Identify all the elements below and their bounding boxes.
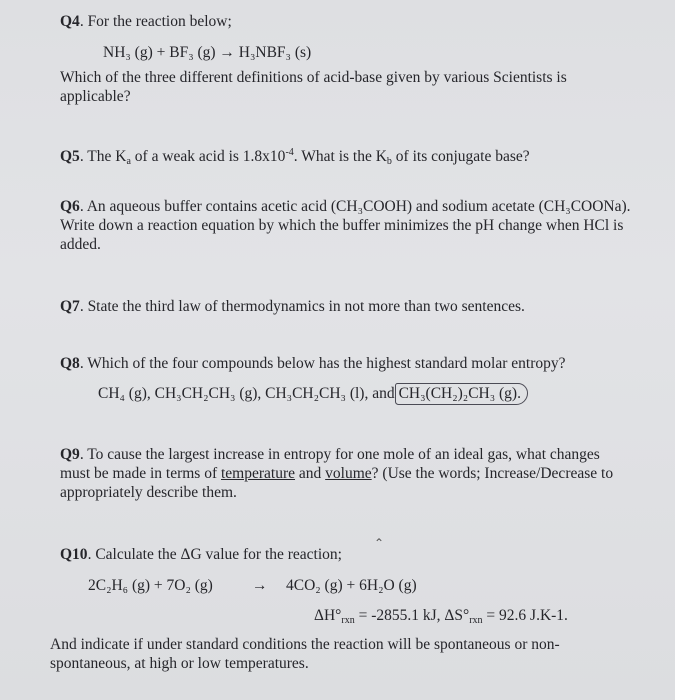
question-text: of its conjugate base? — [391, 148, 530, 165]
question-10-prompt: And indicate if under standard conditions the reaction will be spontaneous or non-spontaneous, at high or low temperatures. — [50, 636, 560, 672]
reaction-right: 4CO₂ (g) + 6H₂O (g) — [286, 577, 417, 594]
superscript: -4 — [285, 147, 294, 158]
underlined-word: volume — [325, 465, 372, 482]
question-4 — [60, 12, 655, 31]
compound-options: CH₄ (g), CH₃CH₂CH₃ (g), CH₃CH₂CH₃ (l), and — [98, 385, 395, 402]
question-8 — [60, 354, 655, 373]
stray-mark: ⌃ — [374, 536, 385, 550]
question-text: . The K — [79, 148, 127, 165]
question-10 — [60, 545, 655, 564]
question-text: . To cause the largest increase in entropy for one mole of an ideal gas, what changes must be made in terms of — [60, 446, 600, 482]
question-text: . State the third law of thermodynamics in not more than two sentences. — [79, 298, 525, 315]
question-text: . An aqueous buffer contains acetic acid (CH₃COOH) and sodium acetate (CH₃COONa). Write down a reaction equation by which the buffer minimizes the pH change when HCl is added. — [60, 198, 631, 253]
question-number: Q4 — [60, 13, 80, 30]
question-text: of a weak acid is 1.8x10 — [130, 148, 286, 165]
subscript: rxn — [341, 615, 355, 626]
compound-list — [98, 385, 528, 403]
question-number: Q5 — [60, 148, 80, 165]
underlined-word: temperature — [221, 465, 296, 482]
question-text: ? (Use the words; Increase/Decrease to appropriately describe them. — [60, 465, 614, 501]
question-number: Q8 — [60, 355, 80, 372]
question-text: and — [295, 465, 326, 482]
question-number: Q6 — [60, 198, 80, 215]
question-7 — [60, 297, 655, 316]
reaction-left: 2C₂H₆ (g) + 7O₂ (g) — [88, 577, 213, 594]
subscript: rxn — [469, 615, 483, 626]
circled-answer: CH₃(CH₂)₂CH₃ (g). — [395, 383, 528, 405]
question-text: . What is the K — [293, 148, 387, 165]
question-number: Q7 — [60, 298, 80, 315]
enthalpy-value: = -2855.1 kJ, — [354, 607, 445, 624]
question-text: . Calculate the ΔG value for the reaction; — [87, 546, 342, 563]
reaction-equation: NH₃ (g) + BF₃ (g) → H₃NBF₃ (s) — [103, 44, 312, 61]
question-5 — [60, 147, 655, 166]
question-9 — [60, 445, 629, 502]
enthalpy-label: ΔH° — [314, 607, 342, 624]
reaction-arrow: → — [252, 577, 268, 594]
question-text: . For the reaction below; — [79, 13, 232, 30]
question-number: Q10 — [60, 546, 88, 563]
question-number: Q9 — [60, 446, 80, 463]
thermo-values — [314, 607, 568, 625]
question-6 — [60, 197, 645, 254]
question-text: . Which of the four compounds below has the highest standard molar entropy? — [79, 355, 566, 372]
entropy-label: ΔS° — [444, 607, 470, 624]
subscript: a — [126, 156, 131, 167]
question-4-prompt: Which of the three different definitions of acid-base given by various Scientists is applicable? — [60, 69, 567, 105]
subscript: b — [386, 156, 392, 167]
entropy-value: = 92.6 J.K-1. — [482, 607, 568, 624]
